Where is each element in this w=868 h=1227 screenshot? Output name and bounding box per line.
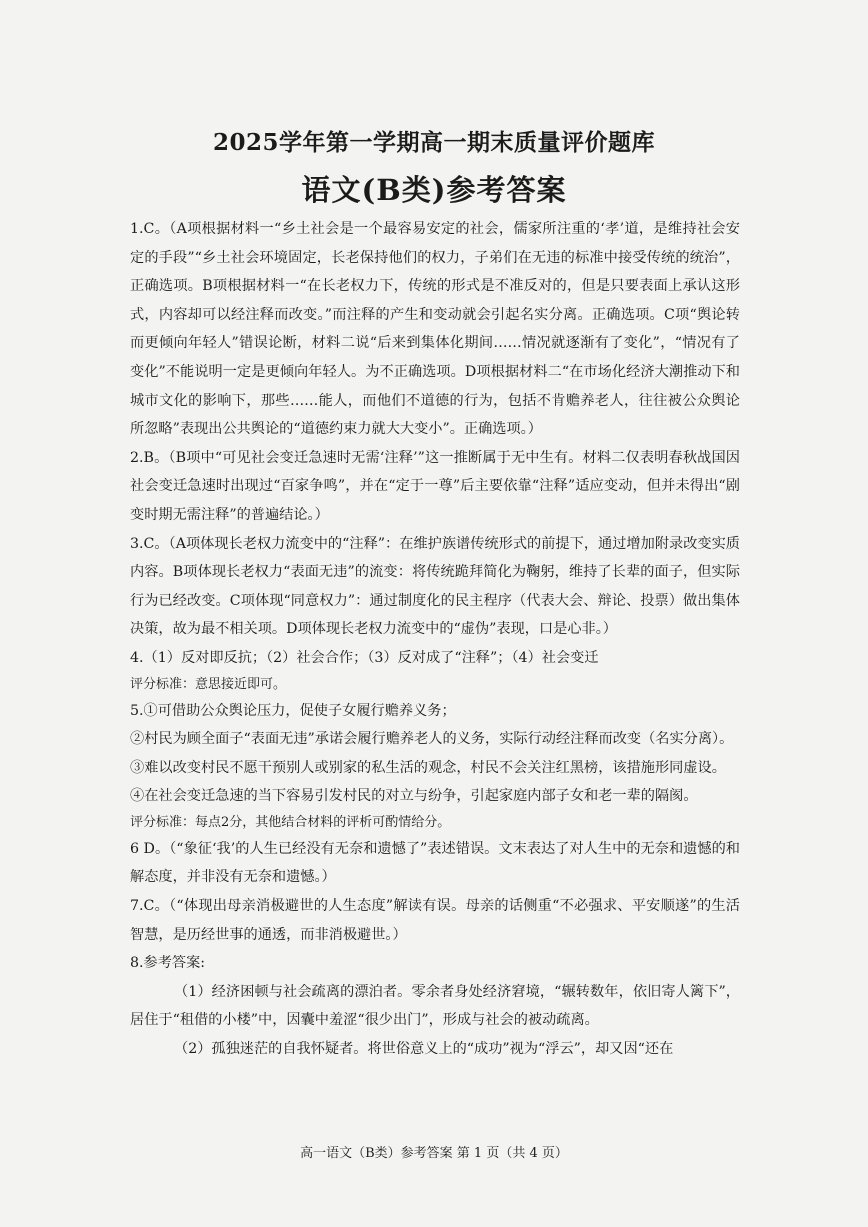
document-subtitle: 语文(B类)参考答案 [301, 173, 567, 207]
answer-item-8-point-1: （1）经济困顿与社会疏离的漂泊者。零余者身处经济窘境，“辗转数年，依旧寄人篱下”，居住于“租借的小楼”中，因囊中羞涩“很少出门”，形成与社会的被动疏离。 [130, 983, 740, 1029]
answer-body [130, 215, 740, 1064]
answer-item-5-point-2: ②村民为顾全面子“表面无违”承诺会履行赡养老人的义务，实际行动经注释而改变（名实分离）。 [130, 731, 734, 748]
answer-item-3: 3.C。（A项体现长老权力流变中的“注释”：在维护族谱传统形式的前提下，通过增加附录改变实质内容。B项体现长老权力“表面无违”的流变：将传统跪拜简化为鞠躬，维持了长辈的面子，但实际行为已经改变。C项体现“同意权力”：通过制度化的民主程序（代表大会、辩论、投票）做出集体决策，故为最不相关项。D项体现长老权力流变中的“虚伪”表现，口是心非。） [130, 535, 740, 638]
answer-item-5-point-3: ③难以改变村民不愿干预别人或别家的私生活的观念，村民不会关注红黑榜，该措施形同虚设。 [130, 759, 726, 776]
answer-item-8-heading: 8.参考答案: [130, 955, 206, 972]
answer-item-5-point-1: 5.①可借助公众舆论压力，促使子女履行赡养义务； [130, 702, 456, 719]
answer-item-1: 1.C。（A项根据材料一“乡土社会是一个最容易安定的社会，儒家所注重的‘孝’道，是维持社会安定的手段”“乡土社会环境固定，长老保持他们的权力，子弟们在无违的标准中接受传统的统治”，正确选项。B项根据材料一“在长老权力下，传统的形式是不准反对的，但是只要表面上承认这形式，内容却可以经注释而改变。”而注释的产生和变动就会引起名实分离。正确选项。C项“舆论转而更倾向年轻人”错误论断，材料二说“后来到集体化期间……情况就逐渐有了变化”，“情况有了变化”不能说明一定是更倾向年轻人。为不正确选项。D项根据材料二“在市场化经济大潮推动下和城市文化的影响下，那些……能人，而他们不道德的行为，包括不肯赡养老人，往往被公众舆论所忽略”表现出公共舆论的“道德约束力就大大变小”。正确选项。） [130, 221, 740, 438]
answer-item-7: 7.C。（“体现出母亲消极避世的人生态度”解读有误。母亲的话侧重“不必强求、平安顺遂”的生活智慧，是历经世事的通透，而非消极避世。） [130, 898, 740, 943]
answer-item-2: 2.B。（B项中“可见社会变迁急速时无需‘注释’”这一推断属于无中生有。材料二仅表明春秋战国因社会变迁急速时出现过“百家争鸣”，并在“定于一尊”后主要依靠“注释”适应变动，但并未得出“剧变时期无需注释”的普遍结论。） [130, 449, 740, 523]
answer-item-4: 4.（1）反对即反抗；（2）社会合作；（3）反对成了“注释”；（4）社会变迁 [130, 649, 599, 666]
answer-item-5-point-4: ④在社会变迁急速的当下容易引发村民的对立与纷争，引起家庭内部子女和老一辈的隔阂。 [130, 788, 698, 805]
answer-item-8-point-2: （2）孤独迷茫的自我怀疑者。将世俗意义上的“成功”视为“浮云”，却又因“还在 [174, 1041, 674, 1058]
scoring-note-5: 评分标准：每点2分，其他结合材料的评析可酌情给分。 [130, 814, 451, 830]
answer-item-6: 6 D。（“象征‘我’的人生已经没有无奈和遗憾了”表述错误。文末表达了对人生中的无奈和遗憾的和解态度，并非没有无奈和遗憾。） [130, 840, 740, 886]
document-title: 2025学年第一学期高一期末质量评价题库 [212, 129, 655, 156]
page-footer: 高一语文（B类）参考答案 第 1 页（共 4 页） [300, 1146, 568, 1161]
scoring-note-4: 评分标准：意思接近即可。 [130, 676, 287, 692]
